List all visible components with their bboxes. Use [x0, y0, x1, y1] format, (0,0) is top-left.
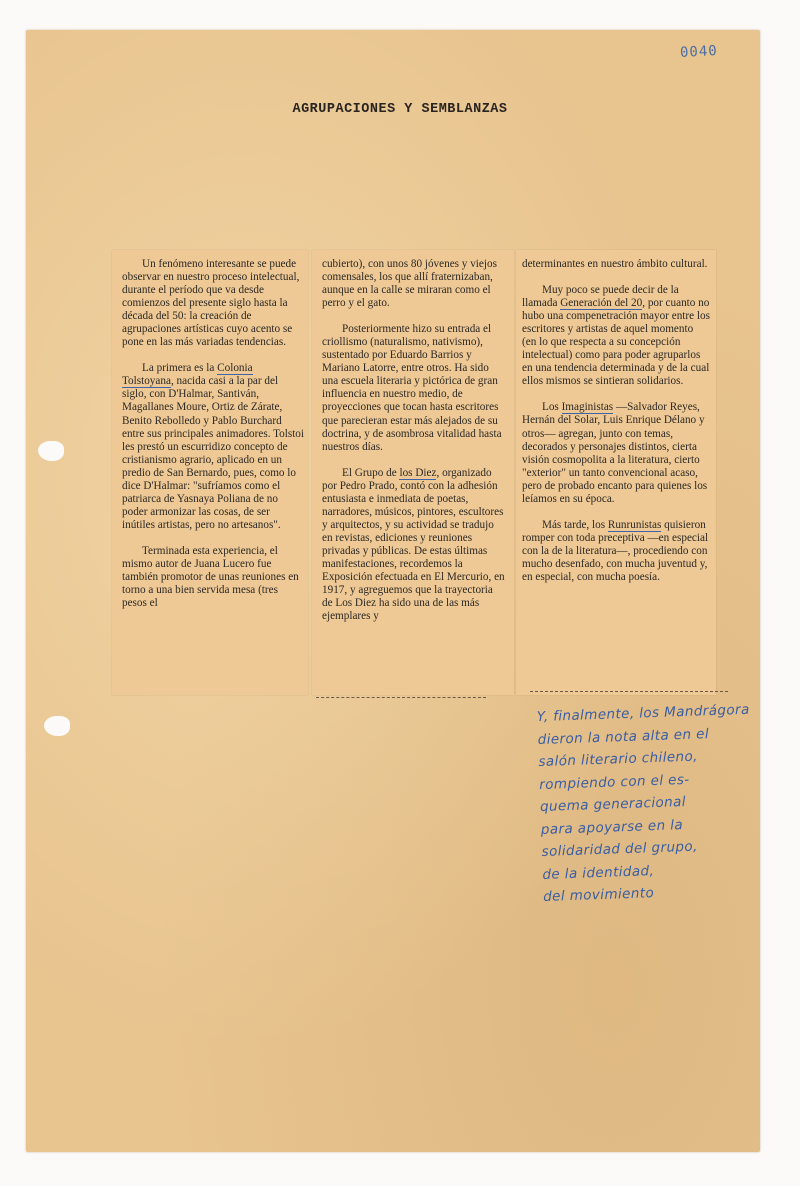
underlined-term: Generación del 20 — [560, 297, 643, 310]
paragraph: Los Imaginistas —Salvador Reyes, Hernán del Solar, Luis Enrique Délano y otros— agregan, junto con temas, decorados y personajes distintos, cierta visión cosmopolita a la literatura, cierto "exterior" un tanto convencional acaso, pero de probado encanto para quienes los leíamos en su época. — [522, 401, 708, 505]
handwritten-line: de la identidad, — [542, 862, 655, 883]
clipping-edge-line — [530, 691, 728, 692]
paragraph: El Grupo de los Diez, organizado por Pedro Prado, contó con la adhesión entusiasta e inmediata de poetas, narradores, músicos, pintores, escultores y arquitectos, y su actividad se tradujo en revistas, ediciones y reuniones privadas y públicas. De estas últimas manifestaciones, recordemos la Exposición efectuada en El Mercurio, en 1917, y agreguemos que la trayectoria de Los Diez ha sido una de las más ejemplares y — [322, 466, 505, 623]
paragraph: cubierto), con unos 80 jóvenes y viejos comensales, los que allí fraternizaban, aunque en la calle se miraran como el perro y el gato. — [322, 258, 497, 310]
underlined-term: Colonia Tolstoyana — [122, 362, 253, 388]
paragraph: Posteriormente hizo su entrada el criollismo (naturalismo, nativismo), sustentado por Eduardo Barrios y Mariano Latorre, entre otros. Ha sido una escuela literaria y pictórica de gran influencia en nuestro medio, de proyecciones que tocan hasta escritores que parecieran estar más alejados de su doctrina, y de asombrosa vitalidad hasta nuestros días. — [322, 323, 502, 453]
paragraph: Más tarde, los Runrunistas quisieron romper con toda preceptiva —en especial con la de la literatura—, procediendo con mucho desenfado, con mucha juventud y, en especial, con mucha poesía. — [522, 518, 709, 583]
handwritten-line: para apoyarse en la — [540, 816, 684, 838]
underlined-term: los Diez — [399, 466, 437, 479]
text-column-3 — [522, 258, 710, 597]
text-column-1 — [122, 258, 304, 623]
paragraph: determinantes en nuestro ámbito cultural. — [522, 258, 708, 270]
paragraph: Terminada esta experiencia, el mismo autor de Juana Lucero fue también promotor de unas reuniones en torno a una bien servida mesa (tres pesos el — [122, 544, 299, 610]
handwritten-note — [537, 698, 774, 908]
underlined-term: Runrunistas — [607, 518, 662, 531]
handwritten-line: Y, finalmente, los Mandrágora — [536, 701, 750, 726]
handwritten-line: solidaridad del grupo, — [541, 838, 698, 860]
page-title: AGRUPACIONES Y SEMBLANZAS — [292, 102, 508, 117]
paragraph: La primera es la Colonia Tolstoyana, nacida casi a la par del siglo, con D'Halmar, Santiván, Magallanes Moure, Ortiz de Zárate, Benito Rebolledo y Pablo Burchard entre sus principales animadores. Tolstoi les prestó un escurridizo concepto de cristianismo agrario, aplicado en un predio de San Bernardo, pues, como lo dice D'Halmar: "sufríamos como el patriarca de Yasnaya Poliana de no poder armonizar las cosas, de ser inútiles artistas, pero no artesanos". — [122, 362, 305, 531]
underlined-term: Imaginistas — [561, 401, 614, 414]
handwritten-line: rompiendo con el es- — [538, 771, 690, 793]
handwritten-line: salón literario chileno, — [538, 748, 699, 771]
archive-number: 0040 — [679, 43, 719, 61]
punch-hole-top — [38, 441, 64, 461]
punch-hole-bottom — [44, 716, 70, 736]
paragraph: Muy poco se puede decir de la llamada Generación del 20, por cuanto no hubo una compenetración mayor entre los escritores y artistas de aquel momento (en lo que respecta a su concepción intelectual) como para poder agruparlos en una tendencia determinada y de la cual ellos mismos se sintieran solidarios. — [522, 284, 710, 388]
clipping-edge-line — [316, 697, 486, 698]
handwritten-line: del movimiento — [542, 885, 655, 905]
handwritten-line: quema generacional — [539, 793, 687, 816]
handwritten-line: dieron la nota alta en el — [537, 725, 710, 748]
text-column-2 — [322, 258, 506, 636]
paragraph: Un fenómeno interesante se puede observar en nuestro proceso intelectual, durante el período que va desde comienzos del presente siglo hasta la década del 50: la creación de agrupaciones artísticas cuyo acento se pone en las más variadas tendencias. — [122, 258, 300, 349]
